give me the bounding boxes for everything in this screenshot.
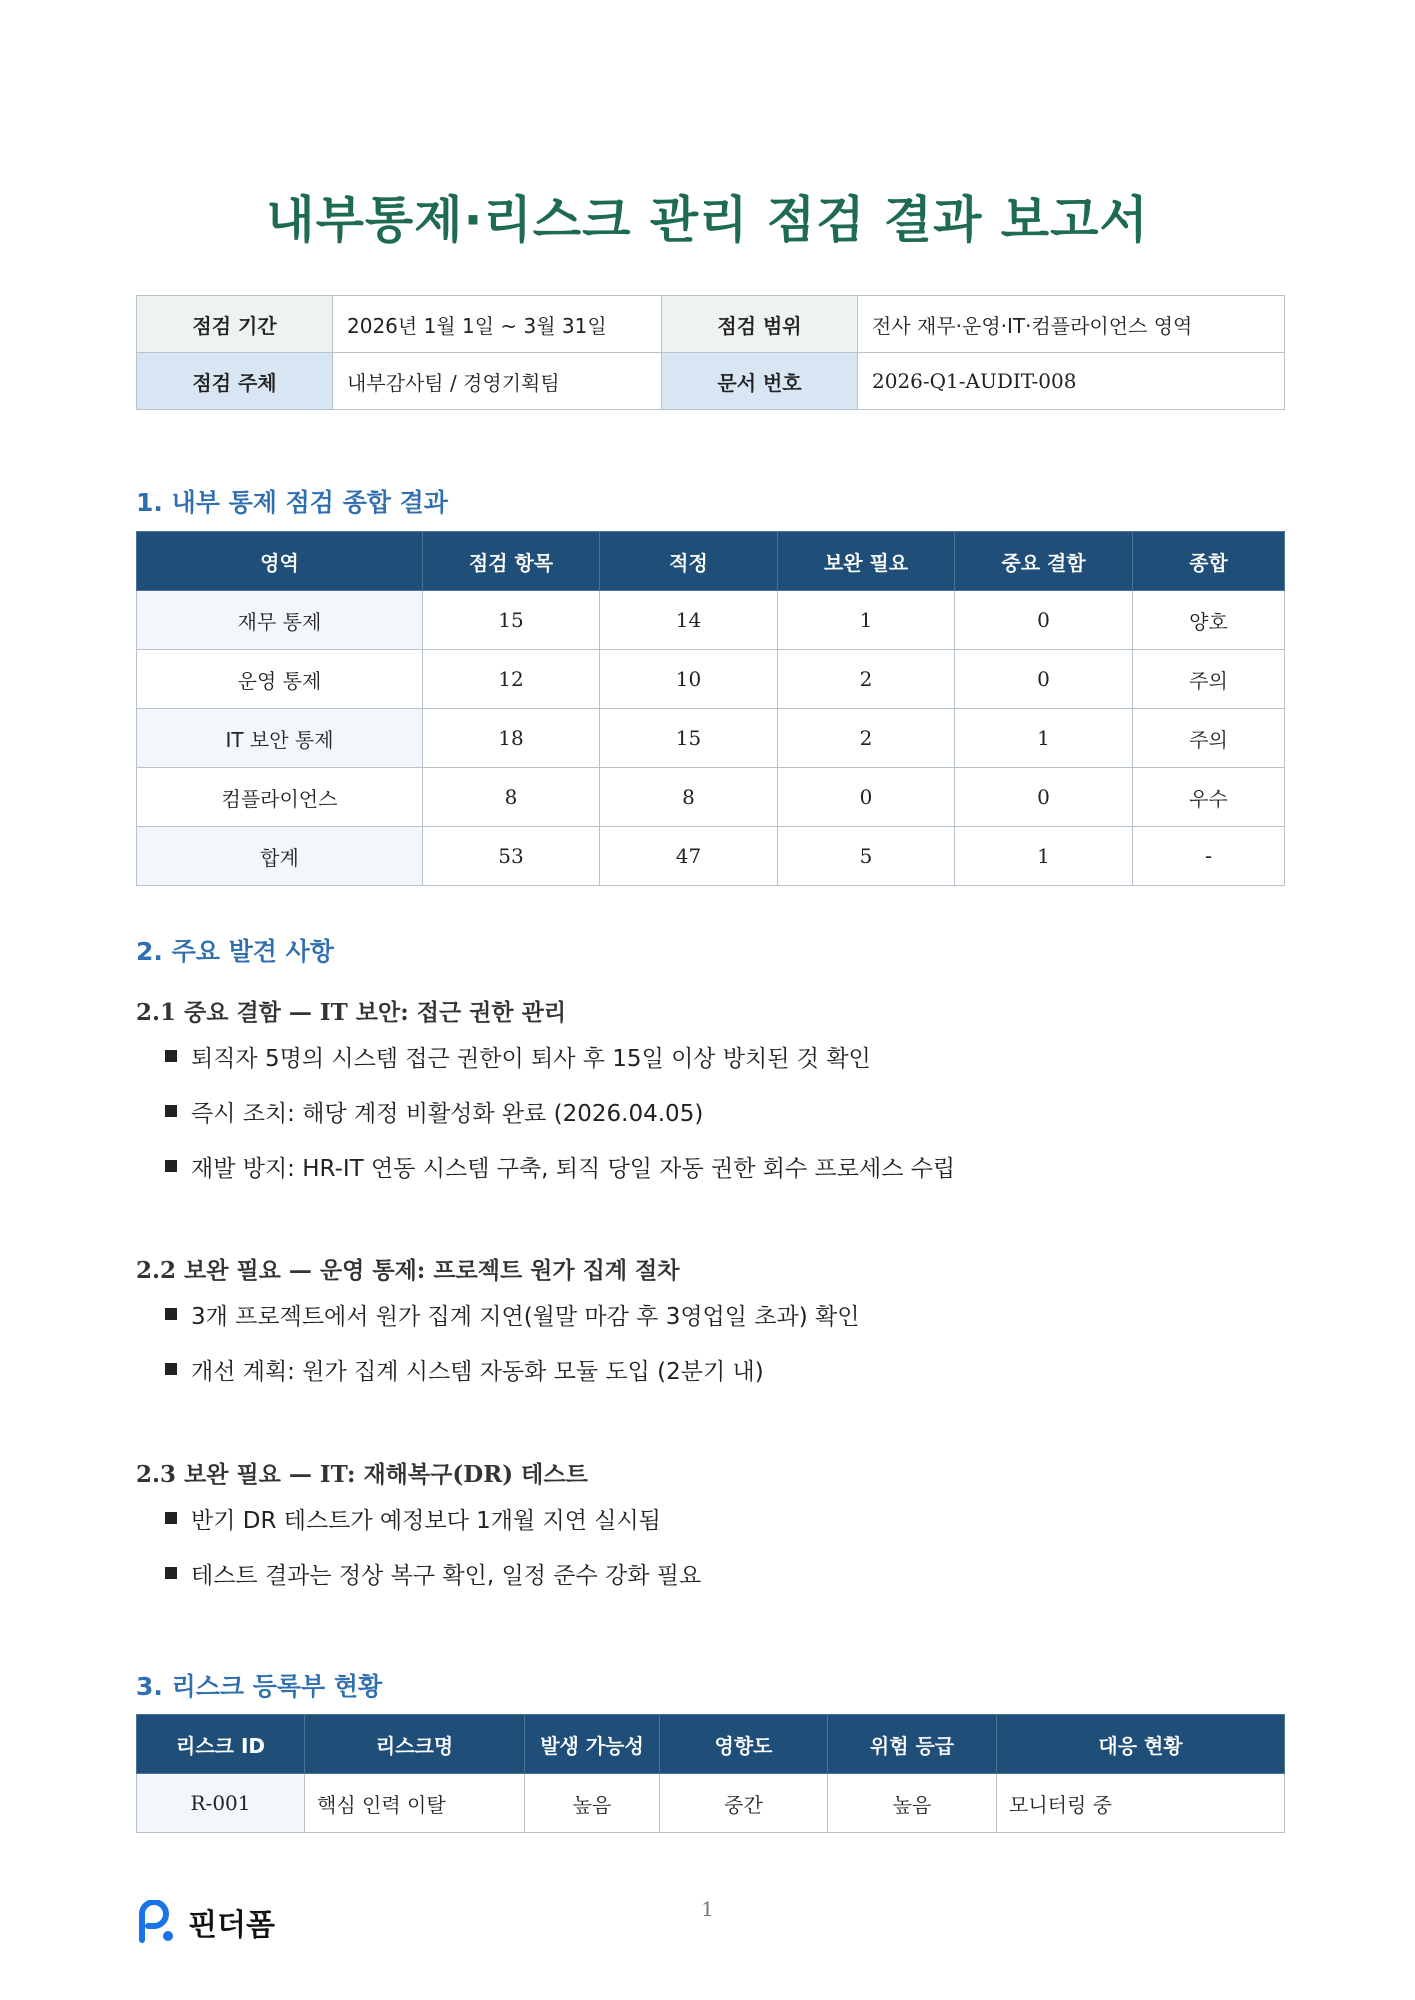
cell-value: 0 (955, 650, 1133, 709)
table-row (137, 591, 1285, 650)
risk-register-table (136, 1714, 1285, 1833)
cell-area: 운영 통제 (137, 650, 423, 709)
cell-overall: 주의 (1133, 650, 1285, 709)
list-item: 개선 계획: 원가 집계 시스템 자동화 모듈 도입 (2분기 내) (165, 1357, 859, 1412)
cell-value: 53 (423, 827, 600, 886)
col-response-status: 대응 현황 (997, 1715, 1285, 1774)
col-likelihood: 발생 가능성 (525, 1715, 660, 1774)
finding-3-heading: 2.3 보완 필요 — IT: 재해복구(DR) 테스트 (136, 1461, 588, 1488)
finding-2-heading: 2.2 보완 필요 — 운영 통제: 프로젝트 원가 집계 절차 (136, 1257, 680, 1284)
bullet-square-icon (165, 1160, 177, 1172)
cell-value: 47 (600, 827, 778, 886)
col-risk-grade: 위험 등급 (828, 1715, 997, 1774)
cell-area: 재무 통제 (137, 591, 423, 650)
table-row-total (137, 827, 1285, 886)
cell-value: 0 (778, 768, 955, 827)
bullet-square-icon (165, 1308, 177, 1320)
cell-value: 0 (955, 768, 1133, 827)
col-needs-fix: 보완 필요 (778, 532, 955, 591)
list-item: 즉시 조치: 해당 계정 비활성화 완료 (2026.04.05) (165, 1099, 955, 1154)
col-risk-name: 리스크명 (305, 1715, 525, 1774)
finding-1-list (165, 1044, 955, 1209)
cell-value: 1 (955, 709, 1133, 768)
control-summary-table (136, 531, 1285, 886)
col-risk-id: 리스크 ID (137, 1715, 305, 1774)
brand-name: 핀더폼 (188, 1908, 275, 1943)
cell-value: 1 (955, 827, 1133, 886)
docno-label: 문서 번호 (662, 353, 858, 410)
cell-value: 8 (423, 768, 600, 827)
docno-value: 2026-Q1-AUDIT-008 (858, 353, 1285, 410)
cell-likelihood: 높음 (525, 1774, 660, 1833)
period-label: 점검 기간 (137, 296, 333, 353)
page-title: 내부통제·리스크 관리 점검 결과 보고서 (266, 191, 1149, 249)
cell-area: 컴플라이언스 (137, 768, 423, 827)
scope-value: 전사 재무·운영·IT·컴플라이언스 영역 (858, 296, 1285, 353)
bullet-square-icon (165, 1567, 177, 1579)
owner-label: 점검 주체 (137, 353, 333, 410)
owner-value: 내부감사팀 / 경영기획팀 (333, 353, 662, 410)
table-row (137, 709, 1285, 768)
section2-heading: 2. 주요 발견 사항 (136, 937, 334, 966)
cell-area: IT 보안 통제 (137, 709, 423, 768)
col-area: 영역 (137, 532, 423, 591)
list-item: 재발 방지: HR-IT 연동 시스템 구축, 퇴직 당일 자동 권한 회수 프로세스 수립 (165, 1154, 955, 1209)
bullet-square-icon (165, 1363, 177, 1375)
bullet-square-icon (165, 1105, 177, 1117)
cell-response-status: 모니터링 중 (997, 1774, 1285, 1833)
col-impact: 영향도 (660, 1715, 828, 1774)
cell-impact: 중간 (660, 1774, 828, 1833)
cell-overall: 우수 (1133, 768, 1285, 827)
table-row (137, 650, 1285, 709)
bullet-square-icon (165, 1512, 177, 1524)
finding-1-heading: 2.1 중요 결함 — IT 보안: 접근 권한 관리 (136, 999, 567, 1026)
cell-value: 15 (423, 591, 600, 650)
cell-value: 8 (600, 768, 778, 827)
section3-heading: 3. 리스크 등록부 현황 (136, 1672, 383, 1701)
col-items: 점검 항목 (423, 532, 600, 591)
table-row (137, 1774, 1285, 1833)
cell-value: 2 (778, 650, 955, 709)
cell-value: 5 (778, 827, 955, 886)
page-number: 1 (701, 1897, 714, 1921)
list-item: 퇴직자 5명의 시스템 접근 권한이 퇴사 후 15일 이상 방치된 것 확인 (165, 1044, 955, 1099)
meta-table (136, 295, 1285, 410)
scope-label: 점검 범위 (662, 296, 858, 353)
cell-value: 12 (423, 650, 600, 709)
section1-heading: 1. 내부 통제 점검 종합 결과 (136, 488, 448, 517)
cell-value: 0 (955, 591, 1133, 650)
list-item: 테스트 결과는 정상 복구 확인, 일정 준수 강화 필요 (165, 1561, 701, 1616)
list-item: 반기 DR 테스트가 예정보다 1개월 지연 실시됨 (165, 1506, 701, 1561)
finding-3-list (165, 1506, 701, 1616)
cell-value: 14 (600, 591, 778, 650)
finding-2-list (165, 1302, 859, 1412)
cell-risk-name: 핵심 인력 이탈 (305, 1774, 525, 1833)
list-item: 3개 프로젝트에서 원가 집계 지연(월말 마감 후 3영업일 초과) 확인 (165, 1302, 859, 1357)
cell-overall: 주의 (1133, 709, 1285, 768)
col-overall: 종합 (1133, 532, 1285, 591)
cell-value: 1 (778, 591, 955, 650)
cell-overall: 양호 (1133, 591, 1285, 650)
cell-risk-grade: 높음 (828, 1774, 997, 1833)
cell-value: 15 (600, 709, 778, 768)
cell-value: 10 (600, 650, 778, 709)
col-critical: 중요 결함 (955, 532, 1133, 591)
cell-value: 18 (423, 709, 600, 768)
table-row (137, 768, 1285, 827)
cell-area: 합계 (137, 827, 423, 886)
cell-risk-id: R-001 (137, 1774, 305, 1833)
period-value: 2026년 1월 1일 ~ 3월 31일 (333, 296, 662, 353)
cell-value: 2 (778, 709, 955, 768)
cell-overall: - (1133, 827, 1285, 886)
col-adequate: 적정 (600, 532, 778, 591)
bullet-square-icon (165, 1050, 177, 1062)
